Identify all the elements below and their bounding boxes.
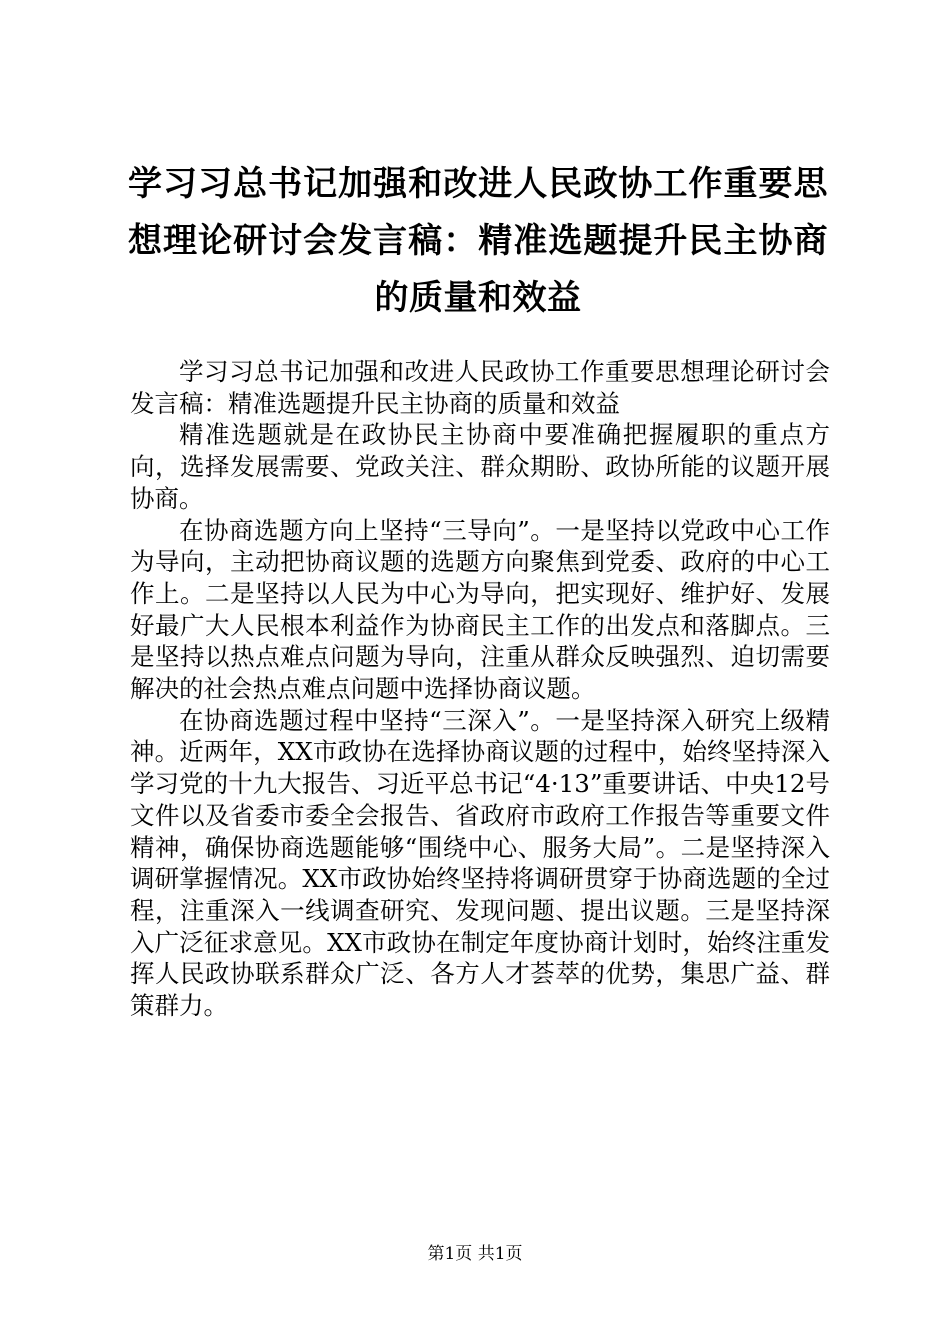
body-paragraph-4: 在协商选题过程中坚持“三深入”。一是坚持深入研究上级精神。近两年，XX市政协在选择协商议题的过程中，始终坚持深入学习党的十九大报告、习近平总书记“4·13”重要讲话、中央12号文件以及省委市委全会报告、省政府市政府工作报告等重要文件精神，确保协商选题能够“围绕中心、服务大局”。二是坚持深入调研掌握情况。XX市政协始终坚持将调研贯穿于协商选题的全过程，注重深入一线调查研究、发现问题、提出议题。三是坚持深入广泛征求意见。XX市政协在制定年度协商计划时，始终注重发挥人民政协联系群众广泛、各方人才荟萃的优势，集思广益、群策群力。: [130, 705, 830, 1021]
document-body: [130, 356, 830, 1022]
body-paragraph-3: 在协商选题方向上坚持“三导向”。一是坚持以党政中心工作为导向，主动把协商议题的选题方向聚焦到党委、政府的中心工作上。二是坚持以人民为中心为导向，把实现好、维护好、发展好最广大人民根本利益作为协商民主工作的出发点和落脚点。三是坚持以热点难点问题为导向，注重从群众反映强烈、迫切需要解决的社会热点难点问题中选择协商议题。: [130, 515, 830, 704]
page-number-footer: 第1页 共1页: [427, 1244, 523, 1264]
body-paragraph-2: 精准选题就是在政协民主协商中要准确把握履职的重点方向，选择发展需要、党政关注、群众期盼、政协所能的议题开展协商。: [130, 420, 830, 513]
document-title: 学习习总书记加强和改进人民政协工作重要思想理论研讨会发言稿：精准选题提升民主协商的质量和效益: [128, 164, 828, 318]
body-paragraph-1: 学习习总书记加强和改进人民政协工作重要思想理论研讨会发言稿：精准选题提升民主协商的质量和效益: [130, 357, 830, 418]
